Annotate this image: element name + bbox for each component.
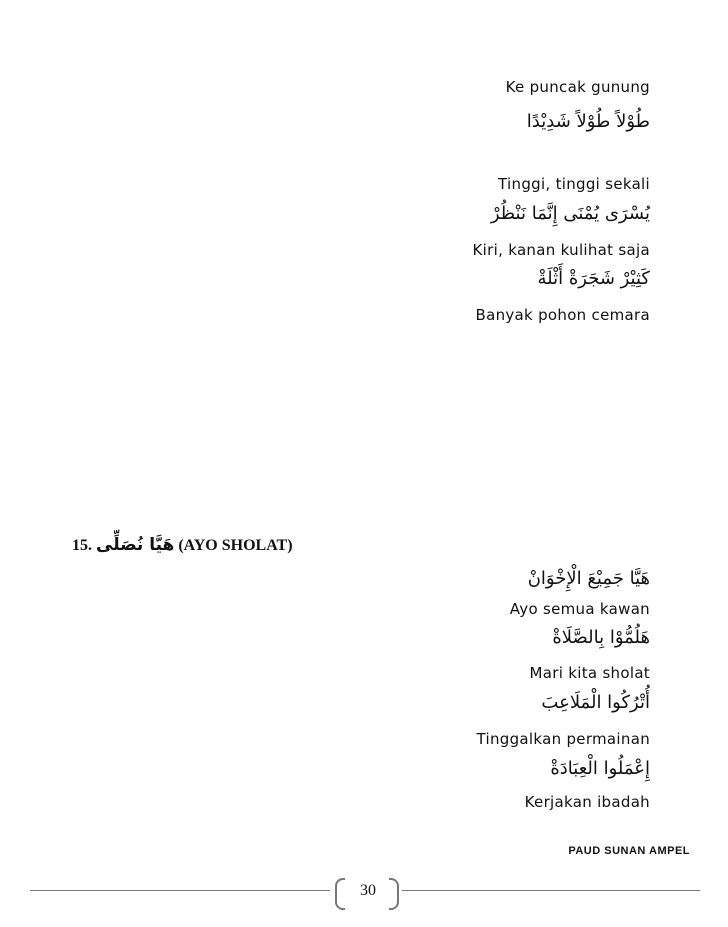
footer-rule-right bbox=[402, 890, 700, 891]
poem-line-wrap bbox=[510, 600, 650, 618]
latin-line: Ke puncak gunung bbox=[505, 78, 650, 96]
arabic-line: يُسْرَى يُمْنَى إِنَّمَا نَنْظُرْ bbox=[490, 203, 650, 224]
arabic-line: هَلُمُّوْا بِالصَّلَاةْ bbox=[552, 627, 650, 648]
page-number-bracket-right bbox=[389, 878, 399, 910]
poem-line-wrap bbox=[530, 664, 650, 682]
poem-line-wrap bbox=[491, 203, 650, 224]
latin-line: Tinggi, tinggi sekali bbox=[498, 175, 650, 193]
arabic-line: إِعْمَلُوا الْعِبَادَةْ bbox=[550, 758, 650, 779]
section-heading bbox=[72, 535, 293, 555]
page-number: 30 bbox=[360, 882, 376, 899]
arabic-line: هَيَّا جَمِيْعَ الْإِخْوَانْ bbox=[527, 568, 650, 589]
poem-line-wrap bbox=[477, 730, 651, 748]
poem-line-wrap bbox=[552, 627, 650, 648]
latin-line: Tinggalkan permainan bbox=[476, 730, 650, 748]
poem-stanza-1-ar bbox=[527, 111, 650, 132]
page-number-bracket-left bbox=[335, 878, 345, 910]
section-latin-title: (AYO SHOLAT) bbox=[178, 537, 293, 554]
footer-rule-left bbox=[30, 890, 330, 891]
poem-line-wrap bbox=[541, 692, 650, 713]
section-arabic-title: هَيَّا نُصَلِّى bbox=[96, 535, 175, 555]
poem-line-wrap bbox=[550, 758, 650, 779]
latin-line: Banyak pohon cemara bbox=[475, 306, 650, 324]
arabic-line: كَثِيْرْ شَجَرَةْ أَثْلَةْ bbox=[537, 268, 650, 289]
poem-line-wrap bbox=[528, 568, 650, 589]
poem-line-wrap bbox=[498, 175, 650, 193]
poem-line-wrap bbox=[525, 793, 650, 811]
arabic-line: طُوْلاً طُوْلاً شَدِيْدًا bbox=[526, 111, 650, 132]
footer-label: PAUD SUNAN AMPEL bbox=[568, 845, 690, 857]
poem-line-wrap bbox=[475, 306, 650, 324]
latin-line: Ayo semua kawan bbox=[509, 600, 650, 618]
latin-line: Mari kita sholat bbox=[529, 664, 650, 682]
poem-line-wrap bbox=[473, 241, 650, 259]
arabic-line: أُتْرُكُوا الْمَلَاعِبَ bbox=[541, 692, 650, 713]
poem-stanza-1 bbox=[506, 78, 650, 96]
latin-line: Kiri, kanan kulihat saja bbox=[472, 241, 650, 259]
latin-line: Kerjakan ibadah bbox=[524, 793, 650, 811]
section-number: 15. bbox=[72, 537, 92, 554]
poem-line-wrap bbox=[538, 268, 651, 289]
